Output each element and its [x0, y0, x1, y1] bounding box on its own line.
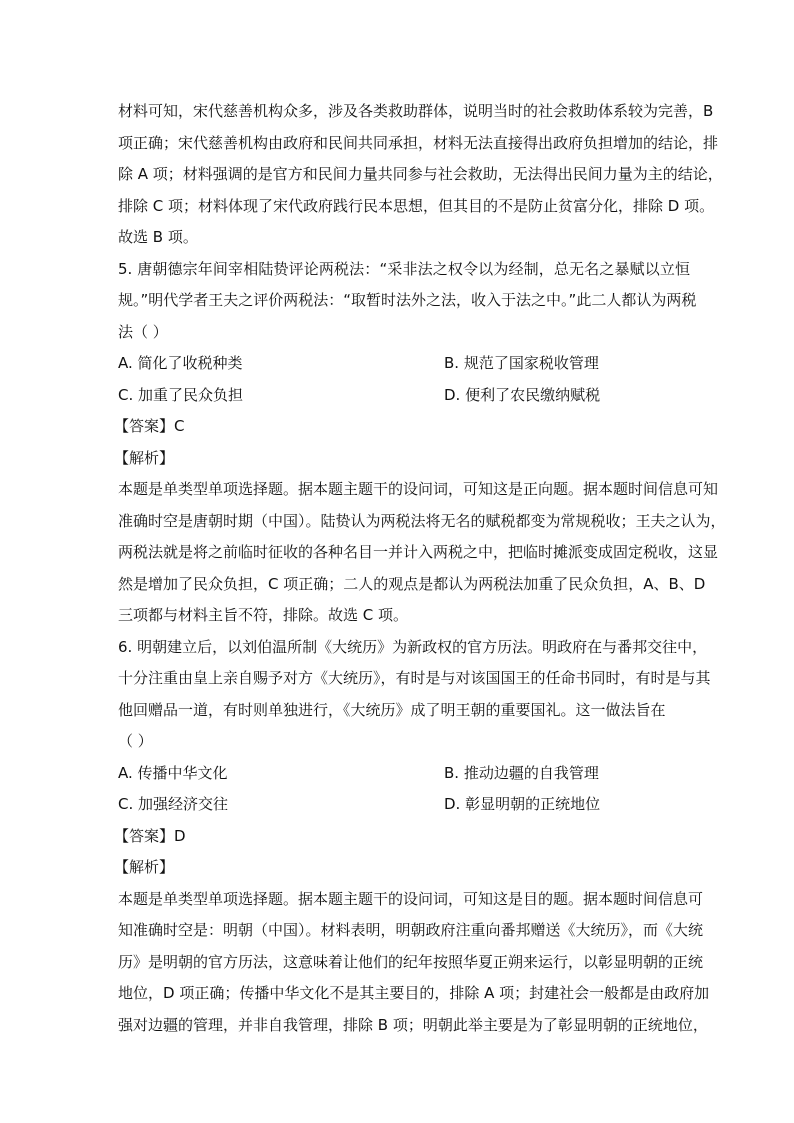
option-d: D. 彰显明朝的正统地位 — [444, 795, 601, 813]
analysis-label — [114, 443, 690, 475]
analysis-line: 地位，D 项正确；传播中华文化不是其主要目的，排除 A 项；封建社会一般都是由政府加 — [118, 984, 710, 1002]
question-6-stem: （ ） — [118, 732, 153, 750]
analysis-line: 知准确时空是：明朝（中国）。材料表明，明朝政府注重向番邦赠送《大统历》，而《大统 — [118, 921, 704, 939]
question-6-stem: 十分注重由皇上亲自赐予对方《大统历》，有时是与对该国国王的任命书同时，有时是与其 — [118, 669, 711, 687]
analysis-line: 三项都与材料主旨不符，排除。故选 C 项。 — [118, 606, 409, 624]
analysis-line: 历》是明朝的官方历法，这意味着让他们的纪年按照华夏正朔来运行，以彰显明朝的正统 — [118, 952, 704, 971]
question-6-options-row — [118, 789, 690, 821]
analysis-line: 强对边疆的管理，并非自我管理，排除 B 项；明朝此举主要是为了彰显明朝的正统地位， — [118, 1015, 708, 1034]
text-line: 项正确；宋代慈善机构由政府和民间共同承担，材料无法直接得出政府负担增加的结论，排 — [118, 133, 719, 152]
text-line: 材料可知，宋代慈善机构众多，涉及各类救助群体，说明当时的社会救助体系较为完善，B — [118, 102, 714, 120]
option-c: C. 加重了民众负担 — [118, 385, 244, 404]
option-a: A. 传播中华文化 — [118, 763, 228, 782]
option-a: A. 简化了收税种类 — [118, 354, 243, 372]
answer-label — [114, 821, 690, 853]
answer-text: 【答案】C — [114, 417, 185, 435]
answer-text: 【答案】D — [114, 826, 186, 845]
question-6-options-row — [118, 758, 690, 790]
text-line: 排除 C 项；材料体现了宋代政府践行民本思想，但其目的不是防止贫富分化，排除 D 项。 — [118, 196, 715, 215]
analysis-heading: 【解析】 — [114, 858, 175, 876]
question-5-options-row — [118, 380, 690, 412]
analysis-line: 准确时空是唐朝时期（中国）。陆贽认为两税法将无名的赋税都变为常规税收；王夫之认为， — [118, 511, 726, 530]
question-5-stem: 5. 唐朝德宗年间宰相陆贽评论两税法：“采非法之权令以为经制，总无名之暴赋以立恒 — [118, 259, 690, 278]
answer-label — [114, 411, 690, 443]
analysis-line: 两税法就是将之前临时征收的各种名目一并计入两税之中，把临时摊派变成固定税收，这显 — [118, 543, 719, 561]
question-5-stem: 法（ ） — [118, 322, 168, 341]
option-d: D. 便利了农民缴纳赋税 — [444, 385, 601, 404]
analysis-line: 本题是单类型单项选择题。据本题主题干的设问词，可知这是正向题。据本题时间信息可知 — [118, 480, 719, 498]
question-5-options-row — [118, 348, 690, 380]
question-5-stem: 规。”明代学者王夫之评价两税法：“取暂时法外之法，收入于法之中。”此二人都认为两税 — [118, 291, 697, 309]
page-content — [114, 96, 726, 1041]
analysis-line: 然是增加了民众负担，C 项正确；二人的观点是都认为两税法加重了民众负担，A、B、D — [118, 574, 706, 593]
option-b: B. 规范了国家税收管理 — [444, 354, 599, 372]
analysis-label — [114, 852, 690, 884]
option-c: C. 加强经济交往 — [118, 795, 229, 813]
option-b: B. 推动边疆的自我管理 — [444, 763, 599, 782]
question-6-stem: 他回赠品一道，有时则单独进行，《大统历》成了明王朝的重要国礼。这一做法旨在 — [118, 700, 666, 719]
question-6-stem: 6. 明朝建立后，以刘伯温所制《大统历》为新政权的官方历法。明政府在与番邦交往中， — [118, 637, 708, 656]
analysis-line: 本题是单类型单项选择题。据本题主题干的设问词，可知这是目的题。据本题时间信息可 — [118, 889, 704, 908]
text-line: 除 A 项；材料强调的是官方和民间力量共同参与社会救助，无法得出民间力量为主的结论， — [118, 165, 723, 183]
analysis-heading: 【解析】 — [114, 448, 175, 467]
text-line: 故选 B 项。 — [118, 228, 198, 246]
